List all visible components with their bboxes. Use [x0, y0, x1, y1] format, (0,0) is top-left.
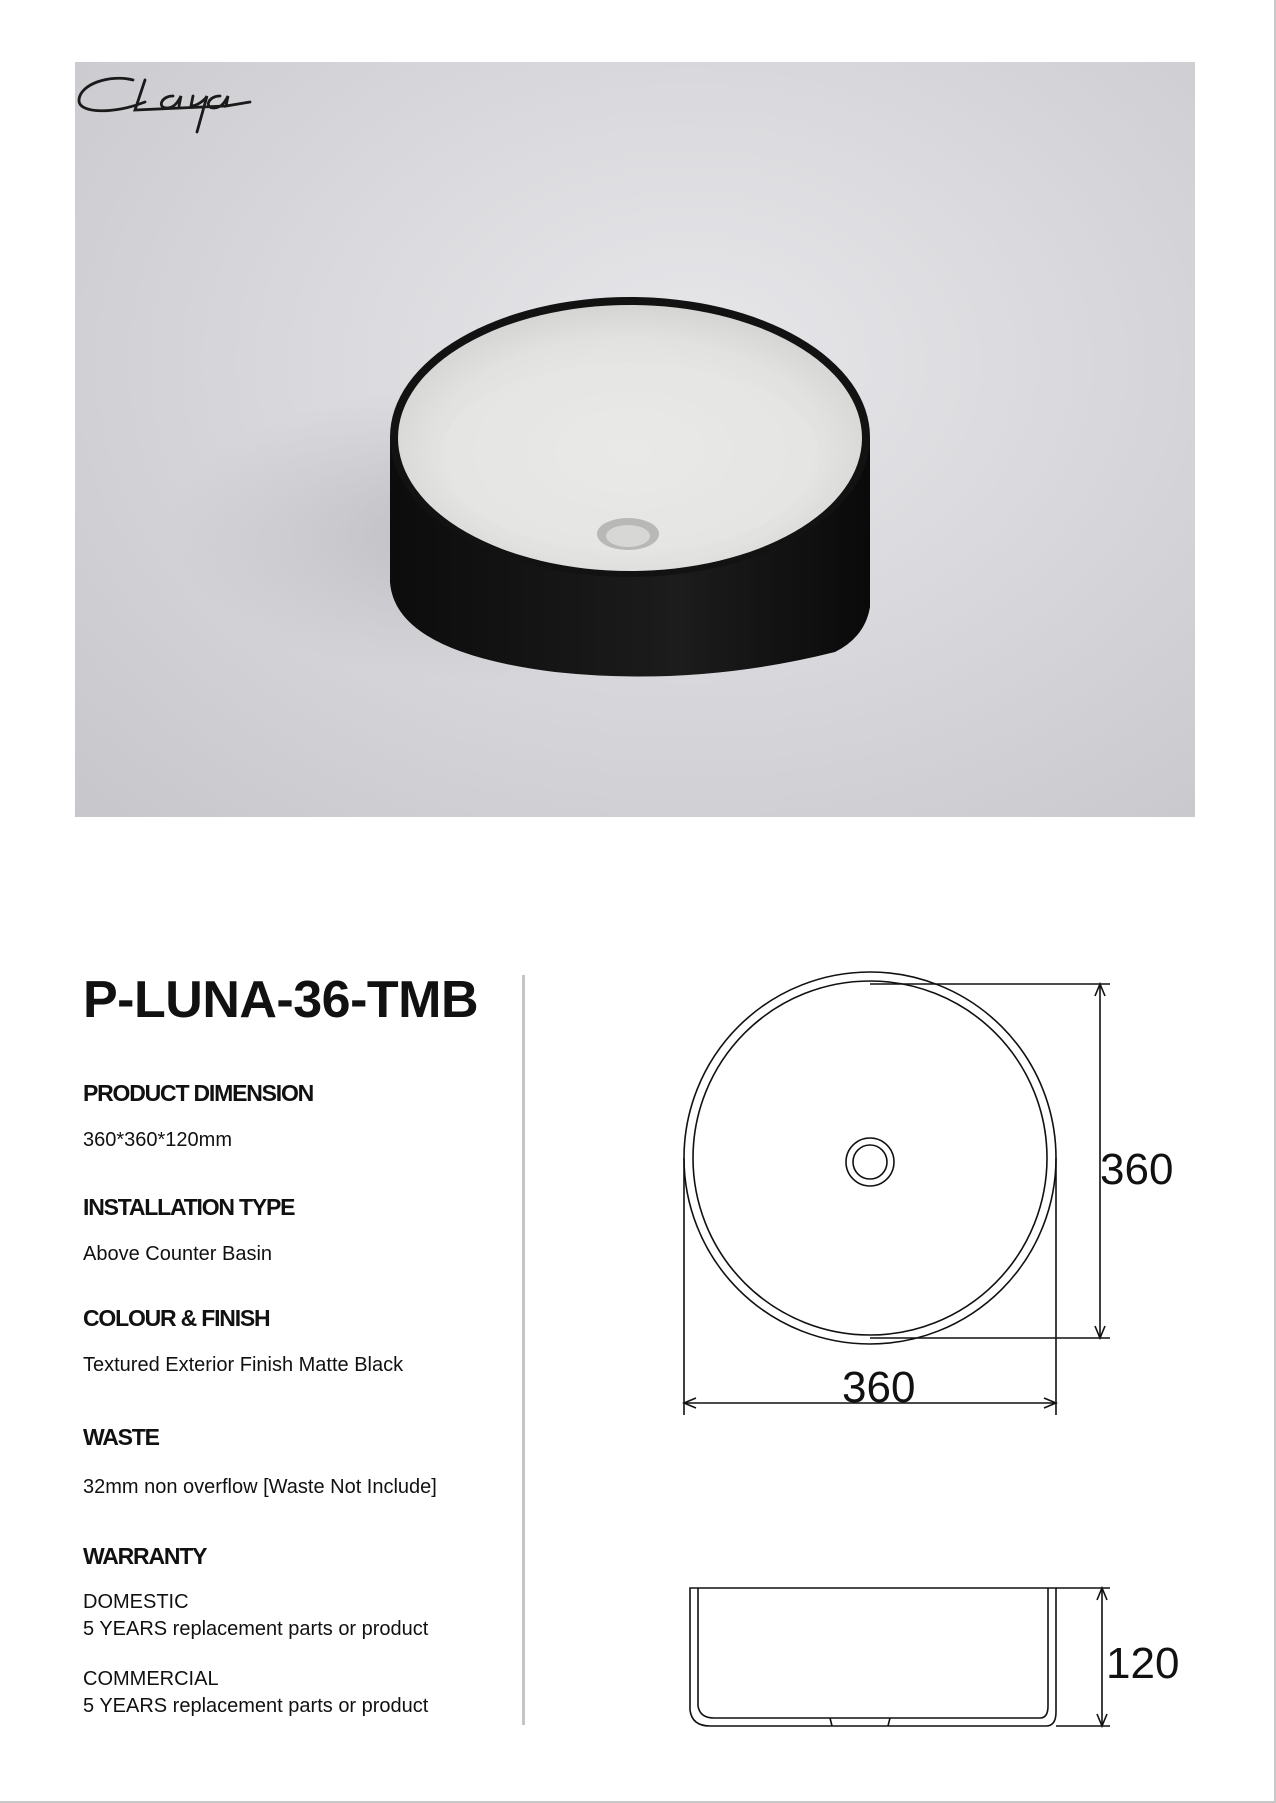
warranty-commercial-text: 5 YEARS replacement parts or product	[83, 1695, 429, 1717]
product-code: P-LUNA-36-TMB	[83, 971, 479, 1029]
colour-finish-value: Textured Exterior Finish Matte Black	[83, 1354, 404, 1376]
top-view-outer-rim	[684, 972, 1056, 1344]
technical-drawing	[670, 970, 1190, 1730]
dim-side-height: 120	[1106, 1639, 1180, 1688]
dim-top-width: 360	[842, 1363, 916, 1412]
brand-logo	[75, 62, 315, 142]
waste-value: 32mm non overflow [Waste Not Include]	[83, 1476, 437, 1498]
top-view-inner-rim	[693, 981, 1047, 1335]
section-heading-warranty: WARRANTY	[83, 1543, 207, 1569]
section-heading-installation: INSTALLATION TYPE	[83, 1194, 295, 1220]
dim-top-height: 360	[1100, 1145, 1174, 1194]
section-heading-dimension: PRODUCT DIMENSION	[83, 1080, 314, 1106]
section-heading-colour-finish: COLOUR & FINISH	[83, 1305, 270, 1331]
installation-value: Above Counter Basin	[83, 1243, 273, 1265]
column-divider	[522, 975, 525, 1725]
drain-inner	[853, 1145, 887, 1179]
warranty-commercial-label: COMMERCIAL	[83, 1668, 219, 1690]
warranty-domestic-text: 5 YEARS replacement parts or product	[83, 1618, 429, 1640]
section-heading-waste: WASTE	[83, 1424, 159, 1450]
dimension-value: 360*360*120mm	[83, 1129, 232, 1151]
product-photo	[75, 62, 1195, 817]
warranty-domestic-label: DOMESTIC	[83, 1591, 189, 1613]
